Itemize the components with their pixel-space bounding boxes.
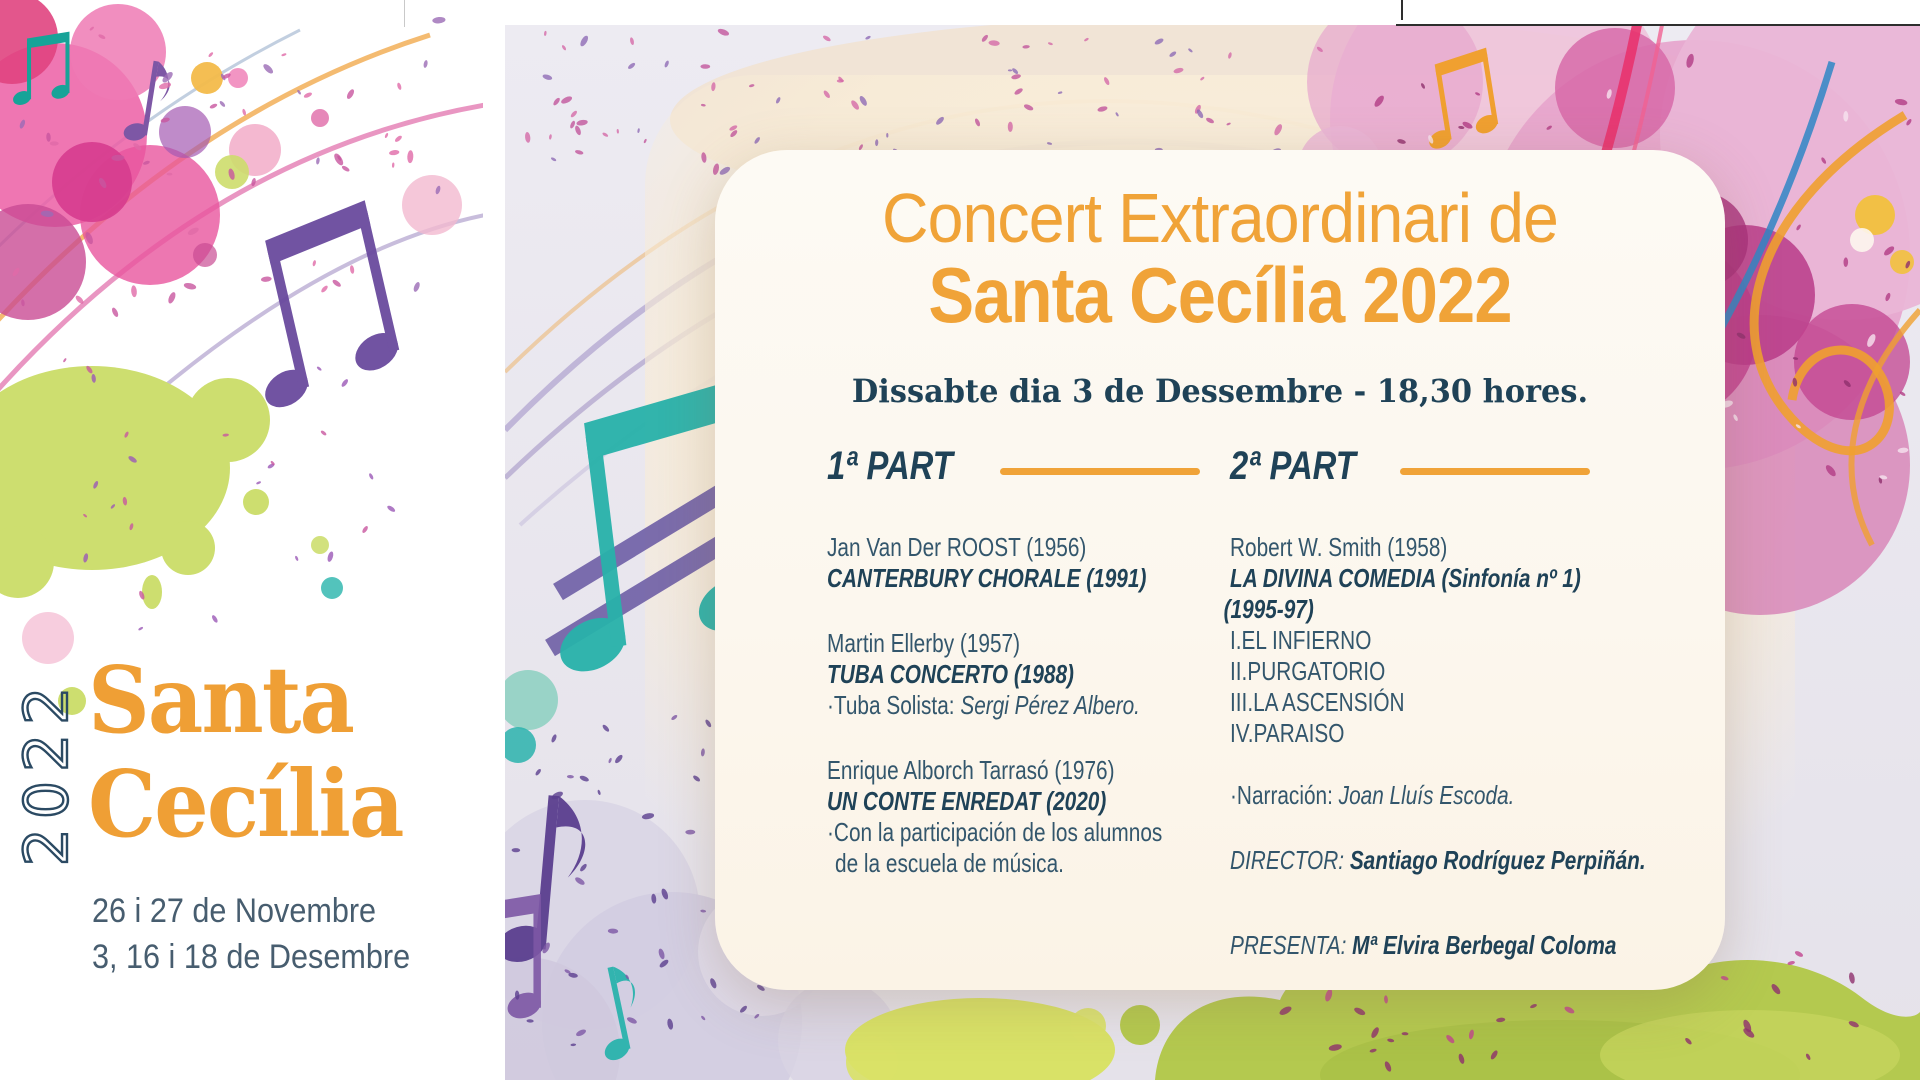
movement-line: IV.PARAISO: [1230, 718, 1345, 748]
work-line: UN CONTE ENREDAT (2020): [827, 786, 1107, 816]
part1-header: 1ª PART: [827, 444, 953, 488]
narration-label: ·Narración:: [1230, 780, 1339, 810]
poster-title-line2: Cecília: [88, 750, 403, 858]
narration-line: [1230, 780, 1710, 811]
work-line: CANTERBURY CHORALE (1991): [827, 563, 1147, 593]
left-panel-art: [0, 0, 485, 715]
note-line: de la escuela de música.: [835, 848, 1064, 878]
presenter-name: Mª Elvira Berbegal Coloma: [1352, 930, 1617, 960]
poster-dates-line1: 26 i 27 de Novembre: [92, 892, 377, 930]
poster-dates-line2: 3, 16 i 18 de Desembre: [92, 938, 411, 976]
paint-dot: [402, 175, 462, 235]
crop-mark-horizontal: [1396, 24, 1920, 26]
composer-line: Enrique Alborch Tarrasó (1976): [827, 755, 1115, 785]
paint-dot: [191, 62, 223, 94]
part2-divider-rule: [1400, 468, 1590, 475]
work-line: LA DIVINA COMEDIA (Sinfonía nº 1): [1230, 563, 1581, 593]
paint-dot: [1850, 228, 1874, 252]
movement-line: III.LA ASCENSIÓN: [1230, 687, 1405, 717]
paint-dot: [498, 670, 558, 730]
crop-mark-left: [404, 0, 405, 27]
narration-name: Joan Lluís Escoda.: [1338, 780, 1515, 810]
poster-year-vertical: 2022: [12, 677, 82, 867]
composer-line: Jan Van Der ROOST (1956): [827, 532, 1087, 562]
concert-card: [715, 150, 1725, 990]
director-label: DIRECTOR:: [1230, 845, 1350, 875]
poster-title: [88, 648, 403, 856]
paint-dot: [1890, 250, 1914, 274]
presenter-line: [1230, 930, 1710, 961]
work-line: TUBA CONCERTO (1988): [827, 659, 1074, 689]
card-title-line2: Santa Cecília 2022: [928, 251, 1512, 339]
card-title-line1: Concert Extraordinari de: [882, 179, 1558, 257]
card-datetime: Dissabte dia 3 de Dessembre - 18,30 hores.: [851, 372, 1589, 410]
soloist-line: [827, 690, 1259, 721]
part2-header: 2ª PART: [1230, 444, 1356, 488]
part2-program: [1223, 532, 1710, 961]
work-line: (1995-97): [1223, 594, 1314, 624]
soloist-label: ·Tuba Solista:: [827, 690, 961, 720]
part1-divider-rule: [1000, 468, 1200, 475]
paint-dot: [321, 577, 343, 599]
composer-line: Martin Ellerby (1957): [827, 628, 1021, 658]
note-line: ·Con la participación de los alumnos: [827, 817, 1163, 847]
poster-title-line1: Santa: [88, 646, 354, 754]
director-name: Santiago Rodríguez Perpiñán.: [1349, 845, 1646, 875]
movement-line: II.PURGATORIO: [1230, 656, 1386, 686]
director-line: [1230, 845, 1710, 876]
crop-mark-vertical: [1401, 0, 1403, 20]
soloist-name: Sergi Pérez Albero.: [960, 690, 1140, 720]
poster-dates: [92, 888, 410, 980]
paint-dot: [500, 727, 536, 763]
part1-program: [827, 532, 1259, 879]
composer-line: Robert W. Smith (1958): [1230, 532, 1448, 562]
movement-line: I.EL INFIERNO: [1230, 625, 1372, 655]
presenter-label: PRESENTA:: [1230, 930, 1353, 960]
paint-dot: [22, 612, 74, 664]
